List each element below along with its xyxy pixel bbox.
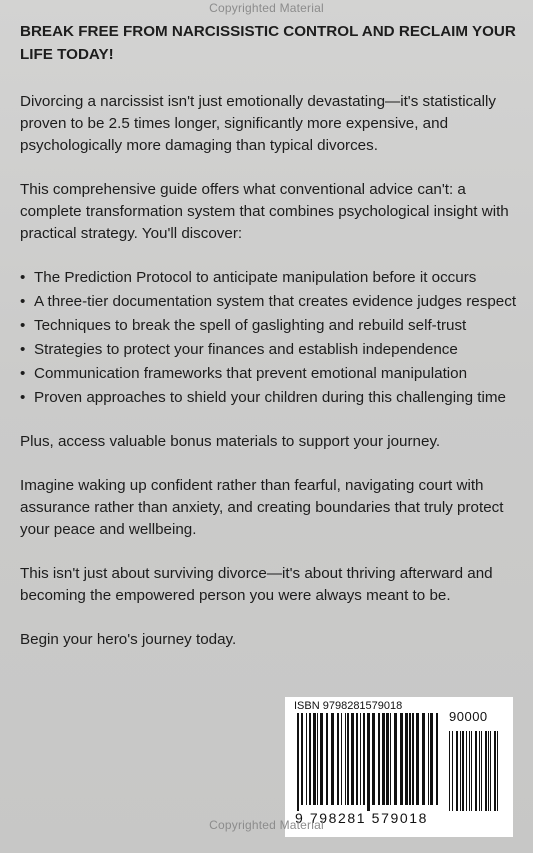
- barcode-bar: [412, 713, 414, 805]
- barcode-bar: [409, 713, 411, 805]
- barcode-bar: [345, 713, 346, 805]
- barcode-bar: [313, 713, 316, 805]
- barcode-bar: [422, 713, 425, 805]
- barcode-bar: [488, 731, 489, 811]
- feature-list: [20, 267, 520, 409]
- back-cover-text: [20, 20, 520, 673]
- barcode-bar: [490, 731, 491, 811]
- list-item: • Proven approaches to shield your children during this challenging time: [20, 387, 520, 409]
- barcode-bar: [428, 713, 429, 805]
- barcode-bar: [363, 713, 365, 805]
- barcode-bar: [405, 713, 408, 805]
- barcode-bar: [460, 731, 461, 811]
- barcode-bar: [356, 713, 358, 805]
- barcode-bar: [456, 731, 458, 811]
- intro-paragraph: Divorcing a narcissist isn't just emotionally devastating—it's statistically proven to be 2.5 times longer, significantly more expensive, and psychologically more damaging than typical divorces.: [20, 93, 496, 154]
- isbn-label: ISBN 9798281579018: [294, 700, 403, 712]
- imagine-paragraph: Imagine waking up confident rather than fearful, navigating court with assurance rather than anxiety, and creating boundaries that truly protect your peace and wellbeing.: [20, 477, 504, 538]
- barcode-bar: [494, 731, 496, 811]
- barcode-bar: [436, 713, 438, 805]
- barcode-bar: [462, 731, 464, 811]
- barcode-bar: [331, 713, 334, 805]
- barcode-bar: [337, 713, 339, 805]
- thrive-paragraph: This isn't just about surviving divorce—it's about thriving afterward and becoming the empowered person you were always meant to be.: [20, 565, 493, 604]
- barcode-bar: [400, 713, 403, 805]
- price-code: 90000: [449, 709, 488, 724]
- barcode-bar: [320, 713, 323, 805]
- barcode-bar: [386, 713, 389, 805]
- barcode-bar: [485, 731, 487, 811]
- barcode-bar: [475, 731, 477, 811]
- barcode-bar: [469, 731, 470, 811]
- barcode-bar: [378, 713, 380, 805]
- list-item: • Strategies to protect your finances and establish independence: [20, 339, 520, 361]
- barcode-bar: [309, 713, 311, 805]
- list-item: • Communication frameworks that prevent emotional manipulation: [20, 363, 520, 385]
- barcode-box: [285, 697, 513, 837]
- barcode-bar: [452, 731, 453, 811]
- barcode-bar: [297, 713, 299, 811]
- barcode-bar: [497, 731, 498, 811]
- barcode-bar: [390, 713, 391, 805]
- barcode-bar: [479, 731, 480, 811]
- barcode-bar: [317, 713, 318, 805]
- barcode-digits: 9 798281 579018: [295, 810, 428, 826]
- barcode-bar: [466, 731, 467, 811]
- barcode-bar: [372, 713, 375, 805]
- list-item: • Techniques to break the spell of gaslighting and rebuild self-trust: [20, 315, 520, 337]
- barcode-bar: [351, 713, 354, 805]
- barcode-bar: [360, 713, 361, 805]
- watermark-top: Copyrighted Material: [209, 1, 324, 15]
- barcode-bar: [341, 713, 342, 805]
- barcode-bar: [416, 713, 419, 805]
- guide-paragraph: This comprehensive guide offers what conventional advice can't: a complete transformation system that combines psychological insight with practical strategy. You'll discover:: [20, 181, 509, 242]
- closing-line: Begin your hero's journey today.: [20, 631, 237, 648]
- barcode-bar: [481, 731, 482, 811]
- barcode-bar: [367, 713, 370, 811]
- bonus-paragraph: Plus, access valuable bonus materials to support your journey.: [20, 433, 441, 450]
- barcode-bar: [382, 713, 385, 805]
- list-item: • The Prediction Protocol to anticipate manipulation before it occurs: [20, 267, 520, 289]
- barcode-bar: [306, 713, 307, 805]
- headline: BREAK FREE FROM NARCISSISTIC CONTROL AND RECLAIM YOUR LIFE TODAY!: [20, 23, 516, 63]
- barcode-bar: [347, 713, 349, 805]
- barcode-bar: [471, 731, 472, 811]
- barcode-bars: [293, 713, 505, 813]
- barcode-bar: [326, 713, 328, 805]
- watermark-bottom: Copyrighted Material: [209, 818, 324, 832]
- barcode-bar: [394, 713, 397, 805]
- list-item: • A three-tier documentation system that creates evidence judges respect: [20, 291, 520, 313]
- barcode-bar: [430, 713, 433, 805]
- barcode-bar: [301, 713, 303, 805]
- barcode-bar: [449, 731, 450, 811]
